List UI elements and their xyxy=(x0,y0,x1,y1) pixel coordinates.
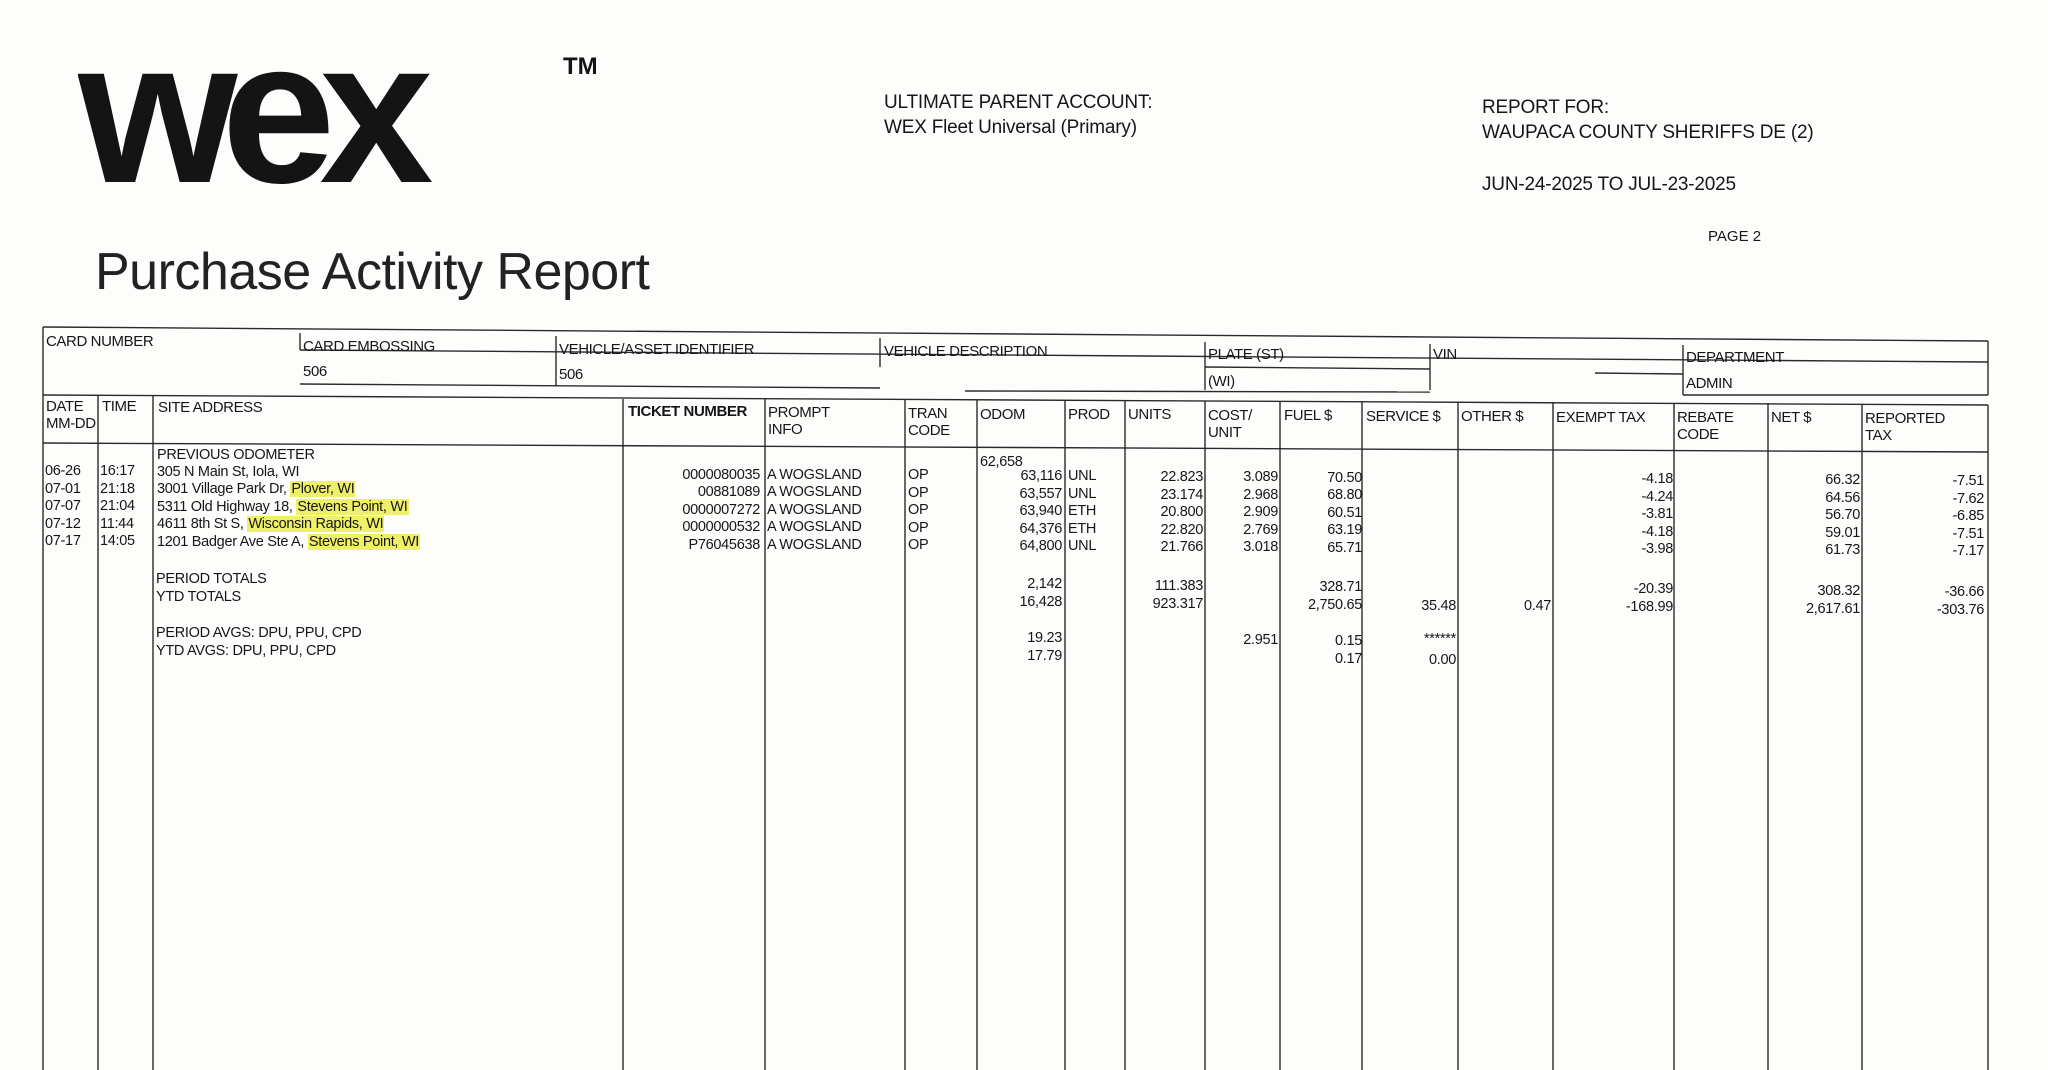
ytd-totals-fuel: 2,750.65 xyxy=(1307,597,1362,613)
period-totals-label: PERIOD TOTALS xyxy=(156,571,267,587)
row-reported-tax: -7.51 xyxy=(1952,525,1984,542)
row-tran-code: OP xyxy=(908,502,929,519)
ytd-totals-odom: 16,428 xyxy=(1019,594,1062,610)
previous-odometer-label: PREVIOUS ODOMETER xyxy=(157,447,315,463)
row-date: 07-07 xyxy=(45,498,81,514)
vehicle-desc-label: VEHICLE DESCRIPTION xyxy=(884,343,1048,360)
card-number-label: CARD NUMBER xyxy=(46,333,154,350)
row-prod: UNL xyxy=(1068,538,1097,555)
row-ticket-number: P76045638 xyxy=(688,536,760,553)
row-cost-unit: 2.909 xyxy=(1243,504,1278,521)
col-rebate-code: REBATE CODE xyxy=(1677,409,1734,443)
period-avgs-fuel: 0.15 xyxy=(1334,633,1362,649)
row-prod: ETH xyxy=(1068,503,1097,520)
row-exempt-tax: -4.18 xyxy=(1641,523,1673,540)
row-site-address xyxy=(157,516,384,534)
row-street-address: 3001 Village Park Dr, xyxy=(157,481,287,498)
row-net: 61.73 xyxy=(1825,542,1860,559)
col-time: TIME xyxy=(102,398,137,415)
ytd-avgs-odom: 17.79 xyxy=(1027,648,1062,664)
previous-odometer-value: 62,658 xyxy=(980,454,1023,470)
col-prompt-info: PROMPT INFO xyxy=(768,404,830,438)
row-date: 06-26 xyxy=(45,463,81,479)
row-ticket-number: 00881089 xyxy=(697,484,760,501)
row-reported-tax: -6.85 xyxy=(1952,508,1984,525)
row-units: 20.800 xyxy=(1160,504,1203,521)
period-avgs-odom: 19.23 xyxy=(1027,630,1062,646)
row-net: 64.56 xyxy=(1825,489,1860,506)
row-exempt-tax: -3.98 xyxy=(1641,541,1673,558)
col-fuel: FUEL $ xyxy=(1284,407,1332,424)
row-net: 66.32 xyxy=(1825,472,1860,489)
period-totals-net: 308.32 xyxy=(1817,583,1860,599)
col-odom: ODOM xyxy=(980,406,1026,423)
row-prod: ETH xyxy=(1068,520,1097,537)
row-date: 07-01 xyxy=(45,480,81,497)
row-prompt-info: A WOGSLAND xyxy=(767,536,862,553)
ytd-avgs-fuel: 0.17 xyxy=(1334,651,1362,667)
col-service: SERVICE $ xyxy=(1366,408,1441,425)
row-prod: UNL xyxy=(1068,485,1097,502)
report-title: Purchase Activity Report xyxy=(95,243,650,301)
period-avgs-label: PERIOD AVGS: DPU, PPU, CPD xyxy=(156,625,362,641)
period-avgs-service: ****** xyxy=(1423,631,1456,647)
row-tran-code: OP xyxy=(908,519,929,536)
plate-value: (WI) xyxy=(1208,373,1235,390)
col-site-address: SITE ADDRESS xyxy=(158,399,263,416)
row-time: 14:05 xyxy=(100,533,135,550)
vehicle-id-value: 506 xyxy=(559,366,583,383)
department-value: ADMIN xyxy=(1686,375,1733,392)
col-tran-code: TRAN CODE xyxy=(908,405,950,439)
ytd-totals-label: YTD TOTALS xyxy=(156,589,241,605)
row-city-highlight: Plover, WI xyxy=(291,481,355,498)
row-cost-unit: 3.089 xyxy=(1243,469,1278,486)
period-avgs-cost: 2.951 xyxy=(1243,632,1278,648)
period-totals-fuel: 328.71 xyxy=(1319,579,1362,595)
row-street-address: 1201 Badger Ave Ste A, xyxy=(157,533,305,550)
row-prompt-info: A WOGSLAND xyxy=(767,466,862,483)
row-site-address xyxy=(157,464,299,482)
row-tran-code: OP xyxy=(908,467,929,484)
ytd-totals-units: 923.317 xyxy=(1152,596,1203,612)
ytd-totals-service: 35.48 xyxy=(1421,598,1456,614)
row-odom: 63,116 xyxy=(1020,468,1062,485)
row-prompt-info: A WOGSLAND xyxy=(767,484,862,501)
period-totals-reported: -36.66 xyxy=(1944,584,1984,600)
ytd-avgs-label: YTD AVGS: DPU, PPU, CPD xyxy=(156,643,336,659)
period-totals-exempt: -20.39 xyxy=(1633,581,1673,597)
row-street-address: 4611 8th St S, xyxy=(157,516,244,533)
row-fuel: 60.51 xyxy=(1327,504,1362,521)
report-for-label: REPORT FOR: xyxy=(1482,97,1609,118)
row-units: 23.174 xyxy=(1160,486,1203,503)
period-totals-units: 111.383 xyxy=(1154,578,1203,594)
trademark-mark: TM xyxy=(563,53,598,80)
row-site-address xyxy=(157,534,420,552)
col-prod: PROD xyxy=(1068,406,1110,423)
department-label: DEPARTMENT xyxy=(1686,349,1784,366)
row-cost-unit: 3.018 xyxy=(1243,539,1278,556)
row-tran-code: OP xyxy=(908,484,929,501)
row-fuel: 65.71 xyxy=(1327,539,1362,556)
col-date: DATE MM-DD xyxy=(46,398,96,432)
row-net: 59.01 xyxy=(1825,524,1860,541)
row-date: 07-17 xyxy=(45,533,81,549)
ytd-totals-net: 2,617.61 xyxy=(1805,601,1860,617)
row-time: 16:17 xyxy=(100,463,135,480)
col-ticket-number: TICKET NUMBER xyxy=(628,403,747,420)
row-site-address xyxy=(157,499,409,517)
row-fuel: 63.19 xyxy=(1327,522,1362,539)
row-city-highlight: Stevens Point, WI xyxy=(297,498,408,515)
row-odom: 63,940 xyxy=(1019,503,1062,520)
ytd-avgs-service: 0.00 xyxy=(1428,652,1456,668)
ytd-totals-exempt: -168.99 xyxy=(1625,599,1673,615)
row-exempt-tax: -4.24 xyxy=(1641,488,1673,505)
card-embossing-label: CARD EMBOSSING xyxy=(303,338,435,355)
row-street-address: 305 N Main St, Iola, WI xyxy=(157,463,300,480)
period-totals-odom: 2,142 xyxy=(1027,576,1062,592)
row-time: 11:44 xyxy=(100,515,134,532)
row-street-address: 5311 Old Highway 18, xyxy=(157,498,293,515)
parent-account-label: ULTIMATE PARENT ACCOUNT: xyxy=(884,92,1153,113)
col-units: UNITS xyxy=(1128,406,1172,423)
row-units: 22.820 xyxy=(1160,521,1203,538)
vin-label: VIN xyxy=(1433,346,1457,363)
col-net: NET $ xyxy=(1771,409,1812,426)
row-reported-tax: -7.17 xyxy=(1952,543,1984,560)
row-reported-tax: -7.51 xyxy=(1952,473,1984,490)
row-ticket-number: 0000000532 xyxy=(682,519,760,536)
row-odom: 63,557 xyxy=(1019,485,1062,502)
row-ticket-number: 0000080035 xyxy=(682,466,760,483)
row-net: 56.70 xyxy=(1825,507,1860,524)
row-prompt-info: A WOGSLAND xyxy=(767,501,862,518)
row-prod: UNL xyxy=(1068,468,1097,485)
page-number: PAGE 2 xyxy=(1708,228,1762,245)
report-for-value: WAUPACA COUNTY SHERIFFS DE (2) xyxy=(1482,122,1814,143)
row-time: 21:18 xyxy=(100,480,135,497)
card-embossing-value: 506 xyxy=(303,363,327,380)
vehicle-id-label: VEHICLE/ASSET IDENTIFIER xyxy=(559,341,755,358)
row-cost-unit: 2.769 xyxy=(1243,521,1278,538)
logo-text: wex xyxy=(78,40,418,210)
row-time: 21:04 xyxy=(100,498,135,515)
row-city-highlight: Wisconsin Rapids, WI xyxy=(248,516,384,533)
row-units: 21.766 xyxy=(1160,539,1203,556)
row-ticket-number: 0000007272 xyxy=(682,501,760,518)
row-units: 22.823 xyxy=(1160,469,1203,486)
col-exempt-tax: EXEMPT TAX xyxy=(1556,409,1646,426)
parent-account-value: WEX Fleet Universal (Primary) xyxy=(884,117,1137,138)
row-fuel: 68.80 xyxy=(1327,487,1362,504)
row-fuel: 70.50 xyxy=(1327,469,1362,486)
plate-label: PLATE (ST) xyxy=(1208,346,1284,363)
row-odom: 64,800 xyxy=(1019,538,1062,555)
ytd-totals-reported: -303.76 xyxy=(1936,602,1984,618)
row-city-highlight: Stevens Point, WI xyxy=(308,533,420,550)
ytd-totals-other: 0.47 xyxy=(1523,598,1551,614)
row-cost-unit: 2.968 xyxy=(1243,486,1278,503)
date-range: JUN-24-2025 TO JUL-23-2025 xyxy=(1482,174,1736,195)
row-tran-code: OP xyxy=(908,537,929,554)
col-other: OTHER $ xyxy=(1461,408,1524,425)
row-prompt-info: A WOGSLAND xyxy=(767,519,862,536)
row-reported-tax: -7.62 xyxy=(1952,490,1984,507)
row-date: 07-12 xyxy=(45,515,81,532)
row-odom: 64,376 xyxy=(1019,520,1062,537)
col-reported-tax: REPORTED TAX xyxy=(1865,410,1945,444)
row-exempt-tax: -3.81 xyxy=(1641,506,1673,523)
row-site-address xyxy=(157,481,355,499)
row-exempt-tax: -4.18 xyxy=(1641,471,1673,488)
col-cost-unit: COST/ UNIT xyxy=(1208,407,1252,441)
